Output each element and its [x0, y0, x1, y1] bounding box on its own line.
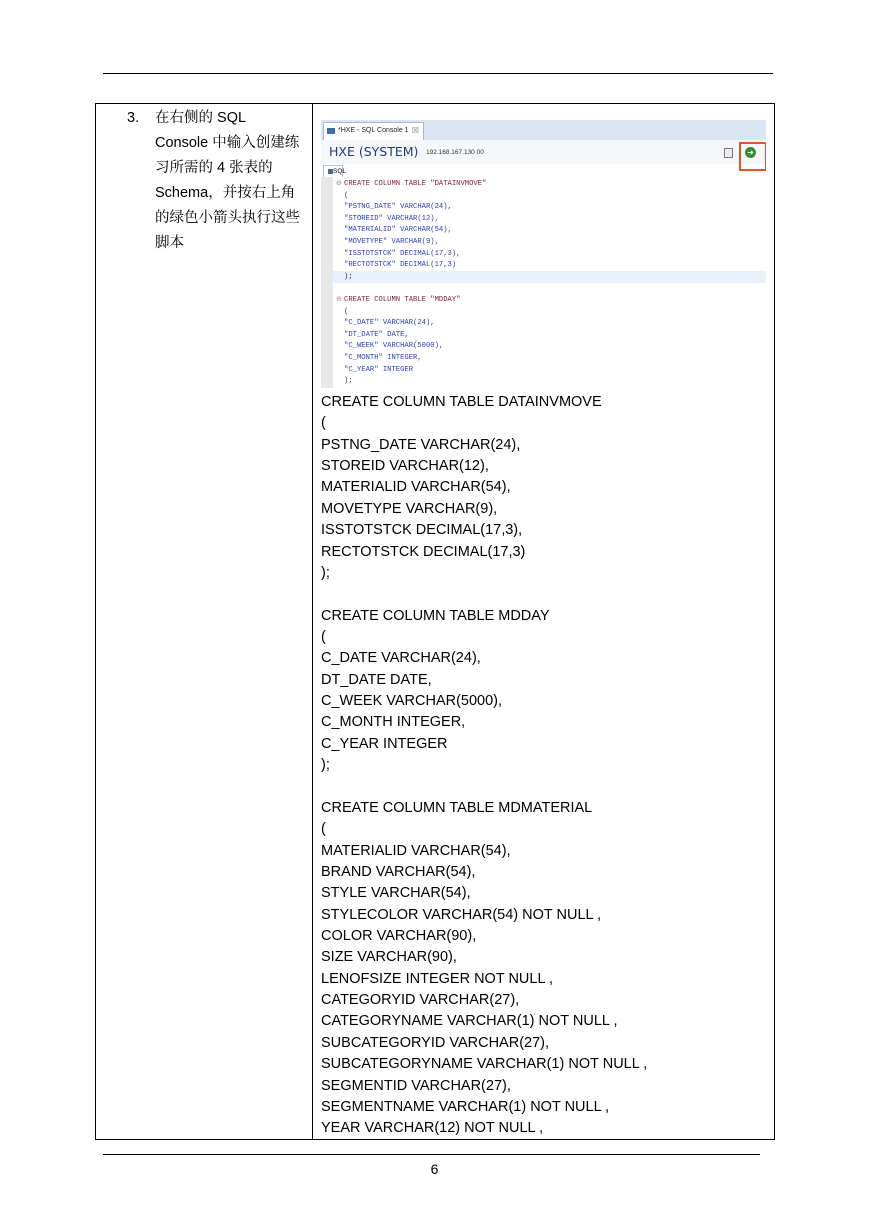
sql-line: BRAND VARCHAR(54), — [321, 863, 476, 880]
code-line: "ISSTOTSTCK" DECIMAL(17,3), — [344, 249, 461, 258]
tab-label: *HXE - SQL Console 1 — [338, 127, 409, 134]
sql-tab-label: SQL — [333, 168, 347, 175]
sql-line: ( — [321, 821, 326, 838]
sql-line: CATEGORYNAME VARCHAR(1) NOT NULL , — [321, 1013, 618, 1030]
sql-line: SEGMENTID VARCHAR(27), — [321, 1077, 511, 1094]
code-line: "STOREID" VARCHAR(12), — [344, 214, 439, 223]
sql-line: SUBCATEGORYNAME VARCHAR(1) NOT NULL , — [321, 1056, 648, 1073]
sql-line: COLOR VARCHAR(90), — [321, 927, 477, 944]
code-line: "C_YEAR" INTEGER — [344, 365, 414, 374]
sql-line — [321, 776, 766, 797]
step-text-line: Schema，并按右上角 — [155, 185, 296, 201]
header-rule — [103, 73, 773, 74]
editor-tab-bar — [321, 120, 766, 140]
sql-line: ( — [321, 415, 326, 432]
step-number: 3. — [127, 110, 140, 126]
sql-line: SUBCATEGORYID VARCHAR(27), — [321, 1034, 550, 1051]
sql-line — [321, 584, 766, 605]
step-text-line: 在右侧的 SQL — [155, 110, 247, 126]
step-text-line: 脚本 — [155, 235, 184, 251]
sql-line: C_DATE VARCHAR(24), — [321, 650, 481, 667]
sql-line: C_MONTH INTEGER, — [321, 714, 466, 731]
sql-line: CATEGORYID VARCHAR(27), — [321, 992, 520, 1009]
sql-line: ISSTOTSTCK DECIMAL(17,3), — [321, 522, 523, 539]
sql-line: ( — [321, 628, 326, 645]
sql-line: YEAR VARCHAR(12) NOT NULL , — [321, 1120, 544, 1137]
code-line: "RECTOTSTCK" DECIMAL(17,3) — [344, 261, 457, 270]
footer-rule — [103, 1154, 760, 1155]
code-line: ( — [344, 191, 349, 200]
editor-gutter — [321, 177, 333, 388]
connection-title: HXE (SYSTEM) — [329, 144, 419, 159]
console-header — [321, 140, 766, 164]
sql-line: C_YEAR INTEGER — [321, 735, 448, 752]
sql-line: MOVETYPE VARCHAR(9), — [321, 500, 498, 517]
sql-console-icon — [327, 128, 335, 134]
code-line: CREATE COLUMN TABLE "DATAINVMOVE" — [344, 180, 487, 188]
sql-line: LENOFSIZE INTEGER NOT NULL , — [321, 970, 554, 987]
step-text-line: Console 中输入创建练 — [155, 135, 300, 151]
sql-line: SEGMENTNAME VARCHAR(1) NOT NULL , — [321, 1098, 610, 1115]
code-line: ( — [344, 307, 349, 316]
code-line: CREATE COLUMN TABLE "MDDAY" — [344, 295, 461, 304]
sql-line: ); — [321, 564, 330, 581]
sql-line: STYLE VARCHAR(54), — [321, 885, 471, 902]
sql-line: CREATE COLUMN TABLE DATAINVMOVE — [321, 394, 602, 410]
tab-sql[interactable] — [323, 165, 347, 177]
sql-line: STOREID VARCHAR(12), — [321, 458, 489, 475]
code-line: "PSTNG_DATE" VARCHAR(24), — [344, 203, 452, 212]
open-log-icon[interactable] — [724, 148, 733, 158]
sql-line: PSTNG_DATE VARCHAR(24), — [321, 436, 521, 453]
run-arrow-icon[interactable]: ➜ — [745, 147, 756, 158]
close-icon[interactable]: ☒ — [411, 126, 419, 135]
step-text-line: 习所需的 4 张表的 — [155, 160, 273, 176]
sql-line: SIZE VARCHAR(90), — [321, 949, 457, 966]
code-line: "C_MONTH" INTEGER, — [344, 353, 422, 362]
code-line: ); — [344, 377, 353, 386]
sql-line: MATERIALID VARCHAR(54), — [321, 479, 511, 496]
sql-line: DT_DATE DATE, — [321, 671, 432, 688]
connection-host: 192.168.167.130 00 — [426, 149, 484, 156]
code-line: ); — [344, 272, 353, 281]
sql-line: RECTOTSTCK DECIMAL(17,3) — [321, 543, 526, 560]
page-number: 6 — [430, 1161, 439, 1177]
fold-icon[interactable]: ⊖ — [336, 180, 342, 187]
tab-sql-console[interactable] — [323, 122, 424, 140]
step-text — [155, 106, 305, 256]
sql-sub-tab[interactable] — [321, 165, 766, 177]
table-column-divider — [312, 103, 313, 1140]
code-line: "MOVETYPE" VARCHAR(9), — [344, 237, 439, 246]
sql-line: CREATE COLUMN TABLE MDMATERIAL — [321, 799, 593, 816]
sql-line: ); — [321, 757, 330, 774]
sql-line: STYLECOLOR VARCHAR(54) NOT NULL , — [321, 906, 602, 923]
fold-icon[interactable]: ⊖ — [336, 296, 342, 303]
sql-icon — [328, 169, 333, 174]
code-line: "MATERIALID" VARCHAR(54), — [344, 226, 452, 235]
sql-script-text — [321, 392, 766, 1140]
step-text-line: 的绿色小箭头执行这些 — [155, 210, 300, 226]
sql-editor[interactable] — [321, 177, 766, 388]
editor-code — [344, 179, 486, 388]
sql-line: MATERIALID VARCHAR(54), — [321, 842, 511, 859]
sql-console-screenshot — [321, 120, 766, 388]
sql-line: C_WEEK VARCHAR(5000), — [321, 693, 503, 710]
code-line: "DT_DATE" DATE, — [344, 330, 409, 339]
code-line: "C_WEEK" VARCHAR(5000), — [344, 342, 444, 351]
code-line: "C_DATE" VARCHAR(24), — [344, 319, 435, 328]
sql-line: CREATE COLUMN TABLE MDDAY — [321, 607, 550, 624]
